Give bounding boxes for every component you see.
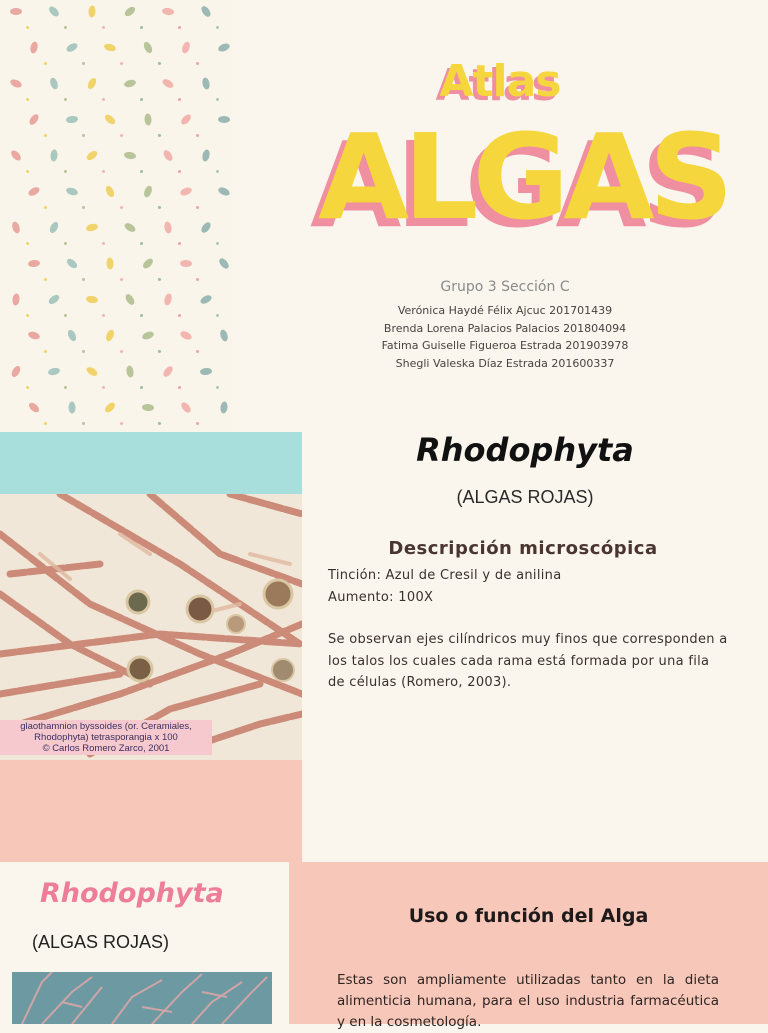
dot-icon [178, 242, 181, 245]
dot-icon [102, 314, 105, 317]
leaf-icon [124, 293, 136, 307]
caption-line: glaothamnion byssoides (or. Ceramiales, [20, 721, 192, 732]
leaf-icon [142, 41, 154, 55]
leaf-icon [124, 151, 137, 160]
leaf-icon [12, 293, 20, 306]
dot-icon [82, 206, 85, 209]
dot-icon [26, 314, 29, 317]
leaf-icon [123, 5, 137, 18]
leaf-icon [220, 401, 228, 414]
staining-text: Tinción: Azul de Cresil y de anilina [328, 568, 562, 583]
leaf-icon [141, 330, 155, 341]
dot-icon [120, 206, 123, 209]
dot-icon [196, 62, 199, 65]
dot-icon [26, 386, 29, 389]
dot-icon [102, 170, 105, 173]
leaf-icon [162, 149, 175, 163]
leaf-icon [86, 77, 98, 91]
atlas-title: Atlas [439, 56, 561, 107]
leaf-icon [65, 257, 79, 270]
dot-icon [26, 170, 29, 173]
leaf-icon [142, 404, 154, 412]
leaf-icon [85, 223, 98, 233]
leaf-icon [11, 221, 21, 235]
leaf-icon [126, 365, 135, 378]
dot-icon [140, 26, 143, 29]
peach-block [0, 760, 302, 862]
leaf-icon [143, 185, 154, 199]
leaf-icon [123, 221, 137, 233]
leaf-icon [85, 295, 98, 304]
leaf-icon [28, 259, 41, 267]
dot-icon [64, 98, 67, 101]
leaf-icon [88, 5, 96, 17]
leaf-icon [65, 186, 79, 196]
leaf-icon [179, 186, 193, 197]
leaf-icon [217, 186, 231, 197]
rhodophyta-title: Rhodophyta [416, 431, 634, 469]
leaf-icon [162, 7, 175, 16]
dot-icon [82, 278, 85, 281]
dot-icon [196, 278, 199, 281]
dot-icon [44, 278, 47, 281]
leaf-icon [47, 293, 61, 306]
algae-photo [12, 972, 272, 1024]
dot-icon [216, 98, 219, 101]
dot-icon [44, 422, 47, 425]
leaf-icon [179, 330, 193, 342]
dot-icon [44, 350, 47, 353]
description-body [328, 565, 728, 694]
dot-icon [44, 62, 47, 65]
dot-icon [140, 170, 143, 173]
leaf-icon [66, 115, 79, 123]
dot-icon [178, 170, 181, 173]
leaf-icon [27, 330, 41, 340]
dot-icon [178, 314, 181, 317]
dot-icon [44, 206, 47, 209]
caption-line: © Carlos Romero Zarco, 2001 [42, 743, 170, 754]
dot-icon [102, 386, 105, 389]
leaf-icon [217, 42, 231, 53]
leaf-icon [161, 77, 175, 89]
dot-icon [196, 206, 199, 209]
dot-icon [82, 350, 85, 353]
dot-icon [64, 242, 67, 245]
dot-icon [64, 386, 67, 389]
uso-paragraph: Estas son ampliamente utilizadas tanto en la dieta alimenticia humana, para el uso industria farmacéutica y en la cosmetología. [337, 972, 719, 1030]
dot-icon [26, 242, 29, 245]
dot-icon [158, 278, 161, 281]
leaf-icon [162, 365, 175, 379]
leaf-icon [50, 149, 58, 162]
dot-icon [140, 98, 143, 101]
leaf-icon [47, 367, 60, 377]
dot-icon [216, 242, 219, 245]
leaf-icon [199, 294, 213, 306]
member-name: Fatima Guiselle Figueroa Estrada 201903978 [381, 339, 629, 352]
leaf-icon [219, 329, 229, 343]
dot-icon [64, 170, 67, 173]
leaf-icon [180, 260, 192, 267]
leaf-icon [66, 329, 77, 343]
dot-icon [158, 206, 161, 209]
dot-icon [158, 422, 161, 425]
leaf-icon [218, 116, 230, 123]
leaf-icon [181, 41, 192, 55]
leaf-icon [163, 293, 173, 306]
microscope-image [0, 494, 302, 760]
dot-icon [26, 26, 29, 29]
dot-icon [196, 350, 199, 353]
dot-icon [26, 98, 29, 101]
dot-icon [102, 242, 105, 245]
dot-icon [120, 350, 123, 353]
dot-icon [82, 62, 85, 65]
leaf-icon [27, 401, 41, 414]
leaf-icon [164, 221, 173, 234]
dot-icon [140, 242, 143, 245]
leaf-icon [201, 149, 211, 162]
dot-icon [64, 314, 67, 317]
leaf-icon [106, 257, 113, 269]
teal-band [0, 432, 302, 494]
dot-icon [196, 422, 199, 425]
group-label: Grupo 3 Sección C [440, 279, 570, 295]
dot-icon [158, 62, 161, 65]
dot-icon [216, 314, 219, 317]
leaf-icon [103, 401, 116, 414]
dot-icon [178, 26, 181, 29]
uso-heading: Uso o función del Alga [408, 905, 649, 927]
leaf-icon [9, 78, 23, 89]
leaf-icon [144, 113, 152, 125]
leaf-icon [201, 77, 210, 90]
dot-icon [120, 422, 123, 425]
red-algae-illustration [12, 972, 272, 1024]
leaf-icon [105, 329, 116, 343]
description-heading: Descripción microscópica [388, 538, 658, 559]
dot-icon [140, 386, 143, 389]
dot-icon [216, 170, 219, 173]
leaf-icon [28, 113, 41, 127]
leaf-icon [65, 41, 79, 53]
dot-icon [158, 134, 161, 137]
leaf-icon [29, 41, 38, 54]
dot-icon [82, 134, 85, 137]
algas-title: ALGAS [318, 108, 728, 246]
leaf-icon [10, 365, 22, 379]
dot-icon [64, 26, 67, 29]
leaf-icon [47, 5, 60, 19]
member-name: Shegli Valeska Díaz Estrada 201600337 [395, 356, 615, 370]
dot-icon [158, 350, 161, 353]
dot-icon [102, 98, 105, 101]
leaf-icon [200, 5, 213, 19]
leaf-icon [48, 221, 60, 235]
leaf-icon [85, 365, 99, 378]
dot-icon [140, 314, 143, 317]
leaf-icon [10, 8, 22, 15]
leaf-icon [9, 149, 22, 163]
leaf-icon [49, 77, 60, 91]
leaf-icon [103, 42, 116, 52]
description-paragraph: Se observan ejes cilíndricos muy finos que corresponden a los talos los cuales cada rama está formada por una fila de células (Romero, 2003). [328, 632, 728, 690]
dot-icon [216, 386, 219, 389]
floral-pattern [0, 0, 232, 432]
dot-icon [44, 134, 47, 137]
dot-icon [82, 422, 85, 425]
dot-icon [120, 278, 123, 281]
leaf-icon [27, 185, 41, 197]
leaf-icon [103, 113, 117, 126]
dot-icon [102, 26, 105, 29]
dot-icon [120, 134, 123, 137]
dot-icon [120, 62, 123, 65]
dot-icon [216, 26, 219, 29]
caption-line: Rhodophyta) tetrasporangia x 100 [34, 732, 178, 743]
leaf-icon [123, 79, 136, 89]
leaf-icon [217, 257, 230, 271]
member-name: Brenda Lorena Palacios Palacios 201804094 [383, 321, 627, 335]
dot-icon [178, 386, 181, 389]
dot-icon [178, 98, 181, 101]
leaf-icon [200, 221, 213, 235]
rhodophyta-title-pink: Rhodophyta [40, 878, 224, 909]
leaf-icon [104, 185, 116, 199]
leaf-icon [68, 401, 75, 413]
algas-rojas-subtitle: (ALGAS ROJAS) [32, 932, 170, 952]
member-list [340, 302, 670, 372]
leaf-icon [141, 257, 154, 270]
member-name: Verónica Haydé Félix Ajcuc 201701439 [397, 304, 613, 317]
dot-icon [196, 134, 199, 137]
leaf-icon [179, 401, 192, 415]
image-caption [0, 720, 212, 755]
leaf-icon [200, 367, 213, 375]
algas-rojas-subtitle: (ALGAS ROJAS) [456, 487, 594, 507]
leaf-icon [85, 149, 99, 162]
leaf-icon [179, 113, 192, 126]
magnification-text: Aumento: 100X [328, 589, 434, 605]
